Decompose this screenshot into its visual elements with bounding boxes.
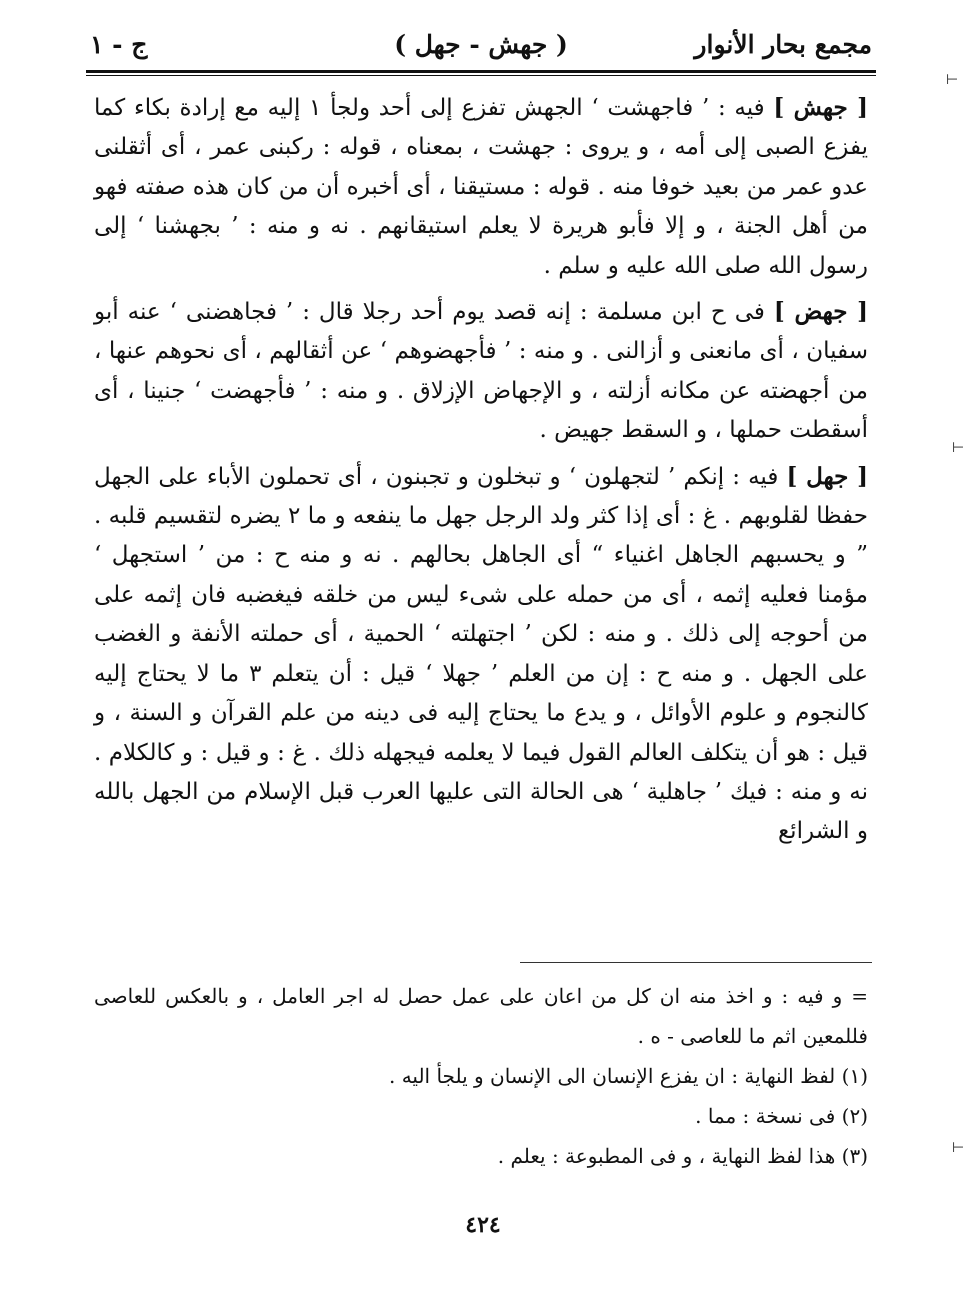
footnote-3: (٣) هذا لفظ النهاية ، و فى المطبوعة : يعلم . — [497, 1144, 868, 1168]
running-header — [90, 20, 872, 72]
page-number: ٤٢٤ — [465, 1212, 501, 1238]
margin-tick-mark: ⊣ — [946, 72, 959, 88]
header-rule-thin — [86, 75, 876, 76]
entry-jahash — [94, 88, 868, 286]
entry-jahad — [94, 292, 868, 451]
entry-jahal — [94, 457, 868, 852]
entry-head: [ جهض ] — [773, 298, 869, 326]
header-book-title: مجمع بحار الأنوار — [694, 30, 872, 59]
margin-tick-mark: ⊣ — [952, 1140, 965, 1156]
footnotes — [94, 976, 868, 1176]
margin-tick-mark: ⊣ — [952, 440, 965, 456]
main-text — [94, 88, 868, 858]
header-entry-range: ( جهش - جهل ) — [394, 30, 568, 59]
footnote-continuation: = و فيه : و اخذ منه ان كل من اعان على عمل حصل له اجر العامل ، و بالعكس للعاصى فللمعين اثم ما للعاصى - ه . — [94, 984, 868, 1048]
footnote-2: (٢) فى نسخة : مما . — [695, 1104, 868, 1128]
entry-head: [ جهش ] — [773, 94, 869, 121]
header-volume: ج - ١ — [90, 30, 148, 59]
entry-text: فيه : إنكم ’ لتجهلون ‘ و تبخلون و تجبنون ، أى تحملون الأباء على الجهل حفظا لقلوبهم . غ : أى إذا كثر ولد الرجل جهل ما ينفعه و ما ٢ يضره لتقسيم قلبه . ” و يحسبهم الجاهل اغنياء “ أى الجاهل بحالهم . نه و منه ح : من ’ استجهل ‘ مؤمنا فعليه إثمه ، أى من حمله على شىء ليس من خلقه فيغضبه فان إثمه على من أحوجه إلى ذلك . و منه : لكن ’ اجتهلته ‘ الحمية ، أى حملته الأنفة و الغضب على الجهل . و منه ح : إن من العلم ’ جهلا ‘ قيل : أن يتعلم ٣ ما لا يحتاج إليه كالنجوم و علوم الأوائل ، و يدع ما يحتاج إليه فى دينه من علم القرآن و السنة ، و قيل : هو أن يتكلف العالم القول فيما لا يعلمه فيجهله ذلك . غ : و قيل : و كالكلام . نه و منه : فيك ’ جاهلية ‘ هى الحالة التى عليها العرب قبل الإسلام من الجهل بالله و الشرائع — [94, 463, 868, 845]
entry-head: [ جهل ] — [786, 462, 868, 490]
header-rule-thick — [86, 70, 876, 73]
footnote-separator — [520, 962, 872, 963]
entry-text: فيه : ’ فاجهشت ‘ الجهش تفزع إلى أحد ولجأ ١ إليه مع إرادة بكاء كما يفزع الصبى إلى أمه ، و يروى : جهشت ، بمعناه ، قوله : ركبنى عمر ، أى أثقلنى عدو عمر من بعيد خوفا منه . قوله : مستيقنا ، أى أخبره أن من كان هذه صفته فهو من أهل الجنة ، و إلا فأبو هريرة لا يعلم استيقانهم . نه و منه : ’ بجهشنا ‘ إلى رسول الله صلى الله عليه و سلم . — [94, 95, 868, 279]
entry-text: فى ح ابن مسلمة : إنه قصد يوم أحد رجلا قال : ’ فجاهضنى ‘ عنه أبو سفيان ، أى مانعنى و أزالنى . و منه : ’ فأجهضوهم ‘ عن أثقالهم ، أى نحوهم عنها ، من أجهضته عن مكانه أزلته ، و الإجهاض الإزلاق . و منه : ’ فأجهضت ‘ جنينا ، أى أسقطت حملها ، و السقط جهيض . — [94, 299, 868, 444]
footnote-1: (١) لفظ النهاية : ان يفزع الإنسان الى الإنسان و يلجأ اليه . — [388, 1064, 868, 1088]
